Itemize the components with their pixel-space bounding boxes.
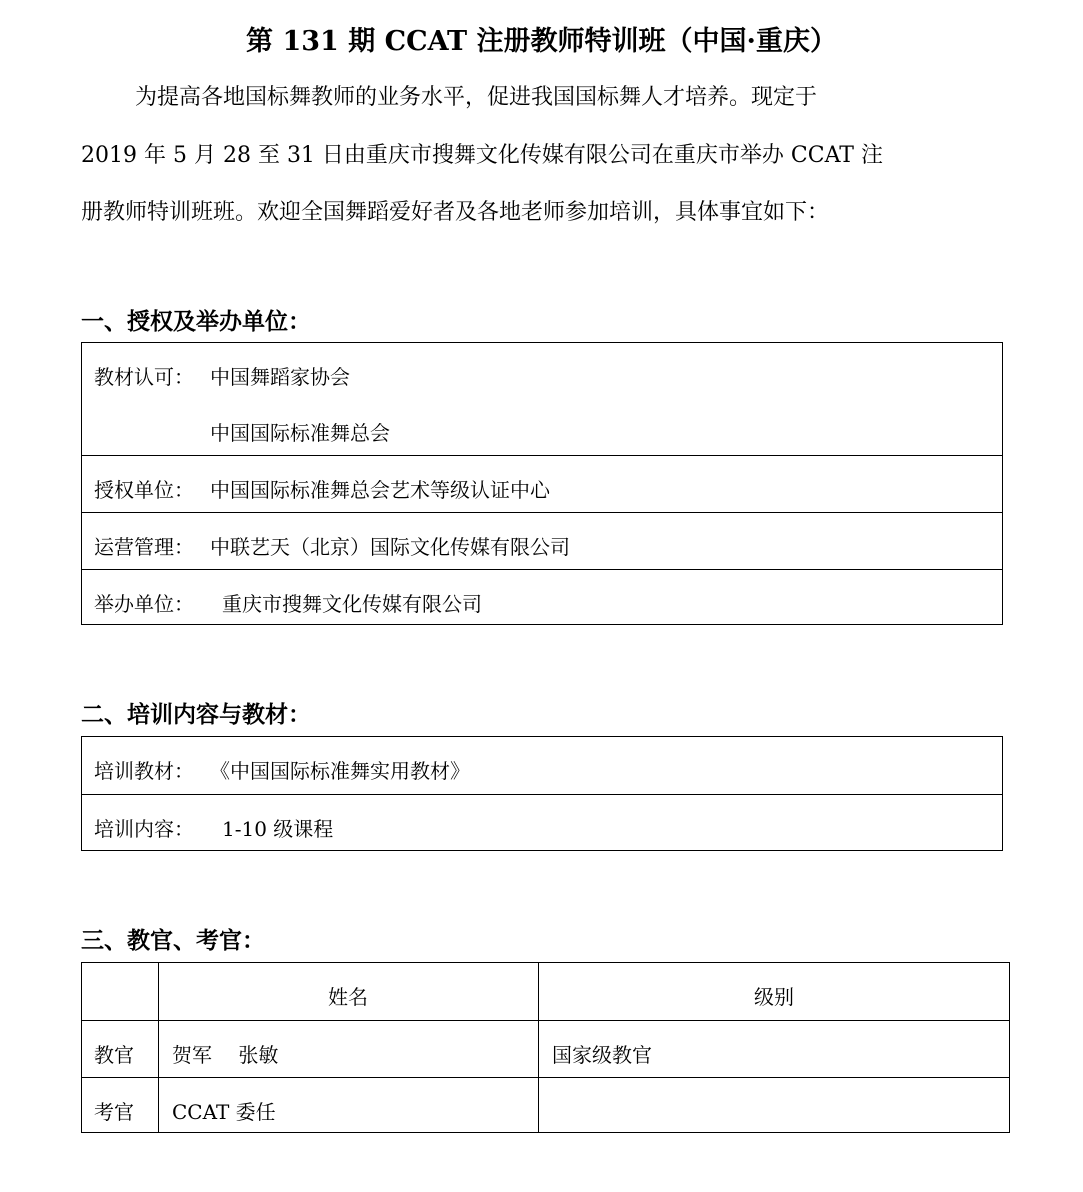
row-label: 教材认可： <box>94 365 194 389</box>
table-row <box>82 455 1002 512</box>
instructors-table <box>81 962 1010 1133</box>
table-row <box>82 343 1002 455</box>
row-label: 培训内容： <box>94 817 194 841</box>
row-label: 培训教材： <box>94 759 194 783</box>
role-cell: 教官 <box>94 1043 134 1067</box>
name-cell: CCAT 委任 <box>172 1100 276 1124</box>
table-row <box>82 1020 1009 1077</box>
row-value: 《中国国际标准舞实用教材》 <box>210 759 470 783</box>
intro-line-2: 2019 年 5 月 28 至 31 日由重庆市搜舞文化传媒有限公司在重庆市举办 CCAT 注 <box>81 143 883 168</box>
intro-line-1: 为提高各地国标舞教师的业务水平，促进我国国标舞人才培养。现定于 <box>135 85 818 110</box>
section2-heading: 二、培训内容与教材： <box>81 701 311 728</box>
row-value: 中联艺天（北京）国际文化传媒有限公司 <box>210 535 570 559</box>
table-row <box>82 512 1002 569</box>
section1-heading: 一、授权及举办单位： <box>81 308 311 335</box>
row-value: 中国舞蹈家协会 <box>210 365 350 389</box>
role-cell: 考官 <box>94 1100 134 1124</box>
table-row <box>82 569 1002 625</box>
authorization-table <box>81 342 1003 625</box>
page-title: 第 131 期 CCAT 注册教师特训班（中国·重庆） <box>246 26 837 57</box>
table-row <box>82 737 1002 794</box>
row-label: 授权单位： <box>94 478 194 502</box>
row-value: 1-10 级课程 <box>222 817 334 841</box>
name-cell: 贺军 张敏 <box>172 1043 279 1067</box>
table-row <box>82 794 1002 851</box>
column-header-name: 姓名 <box>328 985 368 1009</box>
row-value: 中国国际标准舞总会艺术等级认证中心 <box>210 478 550 502</box>
row-label: 运营管理： <box>94 535 194 559</box>
table-row <box>82 1077 1009 1133</box>
column-header-level: 级别 <box>754 985 794 1009</box>
row-label: 举办单位： <box>94 592 194 616</box>
row-value: 重庆市搜舞文化传媒有限公司 <box>222 592 482 616</box>
training-table <box>81 736 1003 851</box>
table-header-row <box>82 963 1009 1020</box>
row-value-2: 中国国际标准舞总会 <box>210 421 390 445</box>
section3-heading: 三、教官、考官： <box>81 927 265 954</box>
intro-line-3: 册教师特训班班。欢迎全国舞蹈爱好者及各地老师参加培训，具体事宜如下： <box>81 200 830 225</box>
level-cell: 国家级教官 <box>552 1043 652 1067</box>
